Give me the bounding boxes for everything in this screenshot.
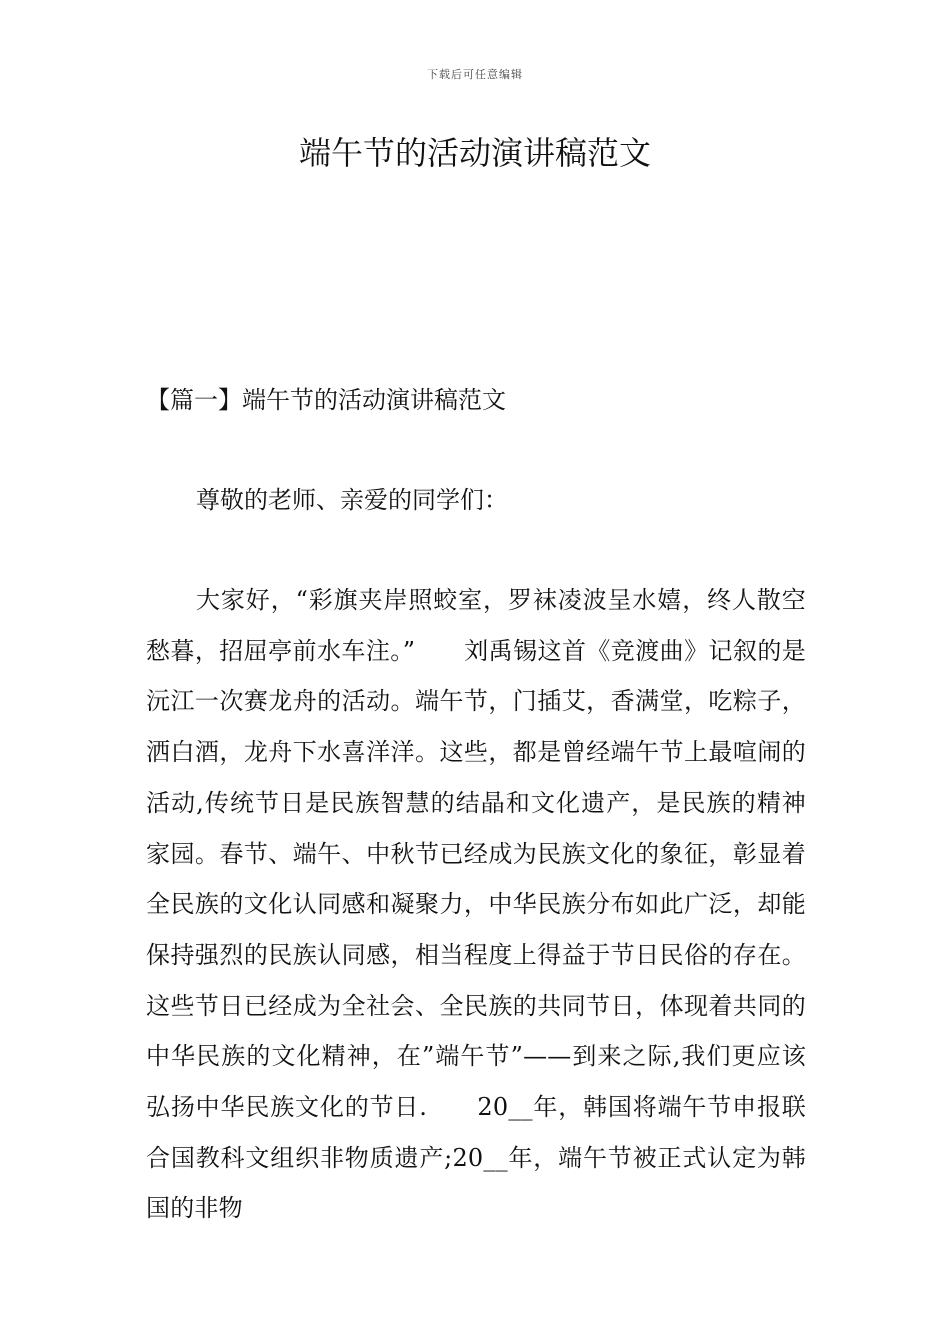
section-heading: 【篇一】端午节的活动演讲稿范文 <box>146 386 506 414</box>
page-header-note: 下载后可任意编辑 <box>427 68 523 81</box>
document-title: 端午节的活动演讲稿范文 <box>298 134 651 172</box>
greeting-paragraph: 尊敬的老师、亲爱的同学们： <box>196 486 508 514</box>
body-paragraph: 大家好，“彩旗夹岸照蛟室，罗袜凌波呈水嬉，终人散空愁暮，招屈亭前水车注。” 刘禹锡这首《竞渡曲》记叙的是沅江一次赛龙舟的活动。端午节，门插艾，香满堂，吃粽子，洒白酒，龙舟下水喜洋洋。这些，都是曾经端午节上最喧闹的活动,传统节日是民族智慧的结晶和文化遗产，是民族的精神家园。春节、端午、中秋节已经成为民族文化的象征，彰显着全民族的文化认同感和凝聚力，中华民族分布如此广泛，却能保持强烈的民族认同感，相当程度上得益于节日民俗的存在。这些节日已经成为全社会、全民族的共同节日，体现着共同的中华民族的文化精神，在”端午节”——到来之际,我们更应该弘扬中华民族文化的节日. 20__年，韩国将端午节申报联合国教科文组织非物质遗产;20__年，端午节被正式认定为韩国的非物 <box>146 586 806 1223</box>
